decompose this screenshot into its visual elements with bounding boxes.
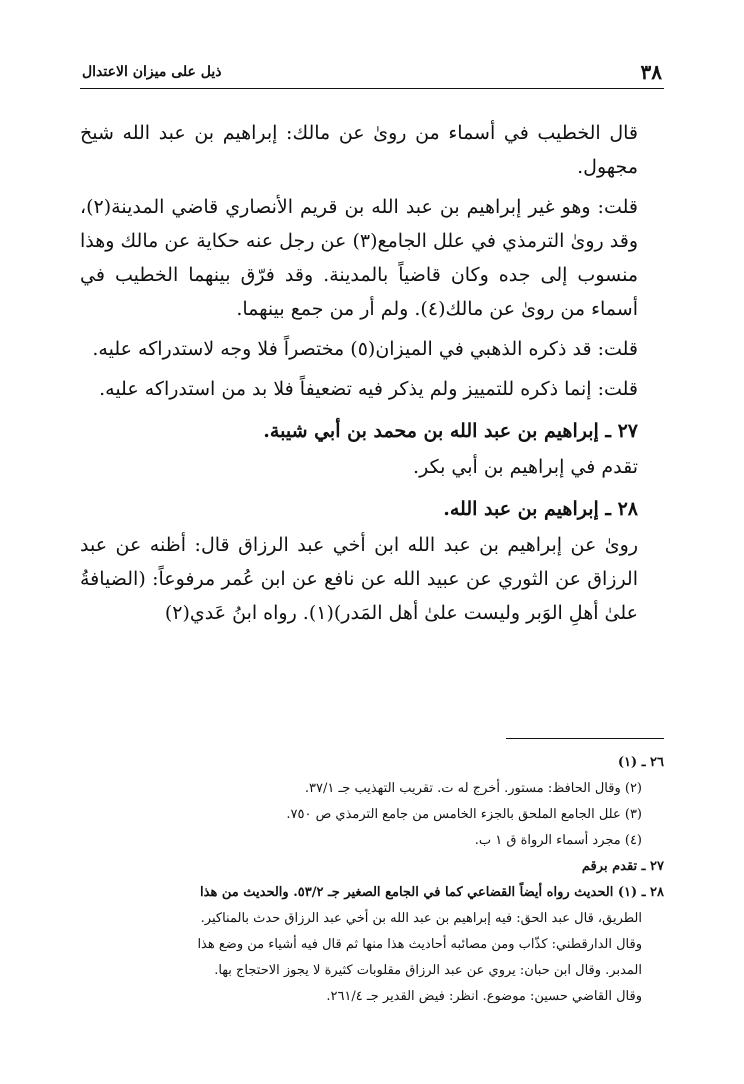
footnote-28-5: وقال القاضي حسين: موضوع. انظر: فيض القدير جـ ٢٦١/٤. bbox=[326, 989, 642, 1004]
footnote-28-2: الطريق، قال عبد الحق: فيه إبراهيم بن عبد الله بن أخي عبد الرزاق حدث بالمناكير. bbox=[200, 911, 642, 926]
entry-27-text: تقدم في إبراهيم بن أبي بكر. bbox=[413, 456, 638, 478]
footnote-27: ٢٧ ـ تقدم برقم bbox=[581, 859, 664, 874]
page-number: ٣٨ bbox=[640, 60, 662, 84]
page-header bbox=[80, 58, 664, 89]
footnote-separator bbox=[506, 738, 664, 739]
entry-28-text: روىٰ عن إبراهيم بن عبد الله ابن أخي عبد الرزاق قال: أظنه عن عبد الرزاق عن الثوري عن عبيد الله عن نافع عن ابن عُمر مرفوعاً: (الضيافةُ علىٰ أهلِ الوَبر وليست علىٰ أهل المَدر)(١). رواه ابنُ عَدي(٢) bbox=[80, 534, 638, 624]
paragraph-qultu-1: قلت: وهو غير إبراهيم بن عبد الله بن قريم الأنصاري قاضي المدينة(٢)، وقد روىٰ الترمذي في علل الجامع(٣) عن رجل عنه حكاية عن مالك وهذا منسوب إلى جده وكان قاضياً بالمدينة. وقد فرّق بينهما الخطيب في أسماء من روىٰ عن مالك(٤). ولم أر من جمع بينهما. bbox=[80, 196, 638, 320]
footnote-28-1: ٢٨ ـ (١) الحديث رواه أيضاً القضاعي كما في الجامع الصغير جـ ٥٣/٢. والحديث من هذا bbox=[200, 885, 664, 900]
footnote-26-1: ٢٦ ـ (١) bbox=[617, 755, 664, 770]
footnotes bbox=[80, 750, 664, 1010]
paragraph-qultu-3: قلت: إنما ذكره للتمييز ولم يذكر فيه تضعيفاً فلا بد من استدراكه عليه. bbox=[99, 378, 638, 400]
entry-heading-27: ٢٧ ـ إبراهيم بن عبد الله بن محمد بن أبي شيبة. bbox=[263, 420, 638, 442]
footnote-28-4: المدبر. وقال ابن حبان: يروي عن عبد الرزاق مقلوبات كثيرة لا يجوز الاحتجاج بها. bbox=[214, 963, 642, 978]
paragraph-qultu-2: قلت: قد ذكره الذهبي في الميزان(٥) مختصراً فلا وجه لاستدراكه عليه. bbox=[92, 338, 638, 360]
entry-heading-28: ٢٨ ـ إبراهيم بن عبد الله. bbox=[443, 498, 638, 520]
footnote-26-4: (٤) مجرد أسماء الرواة ق ١ ب. bbox=[474, 833, 642, 848]
main-text bbox=[80, 116, 664, 636]
footnote-26-3: (٣) علل الجامع الملحق بالجزء الخامس من جامع الترمذي ص ٧٥٠. bbox=[286, 807, 642, 822]
footnote-28-3: وقال الدارقطني: كذّاب ومن مصائبه أحاديث هذا منها ثم قال فيه أشياء من وضع هذا bbox=[197, 937, 642, 952]
paragraph-khatib: قال الخطيب في أسماء من روىٰ عن مالك: إبراهيم بن عبد الله شيخ مجهول. bbox=[80, 122, 638, 178]
footnote-26-2: (٢) وقال الحافظ: مستور. أخرج له ت. تقريب التهذيب جـ ٣٧/١. bbox=[304, 781, 642, 796]
running-title: ذيل على ميزان الاعتدال bbox=[82, 64, 222, 80]
